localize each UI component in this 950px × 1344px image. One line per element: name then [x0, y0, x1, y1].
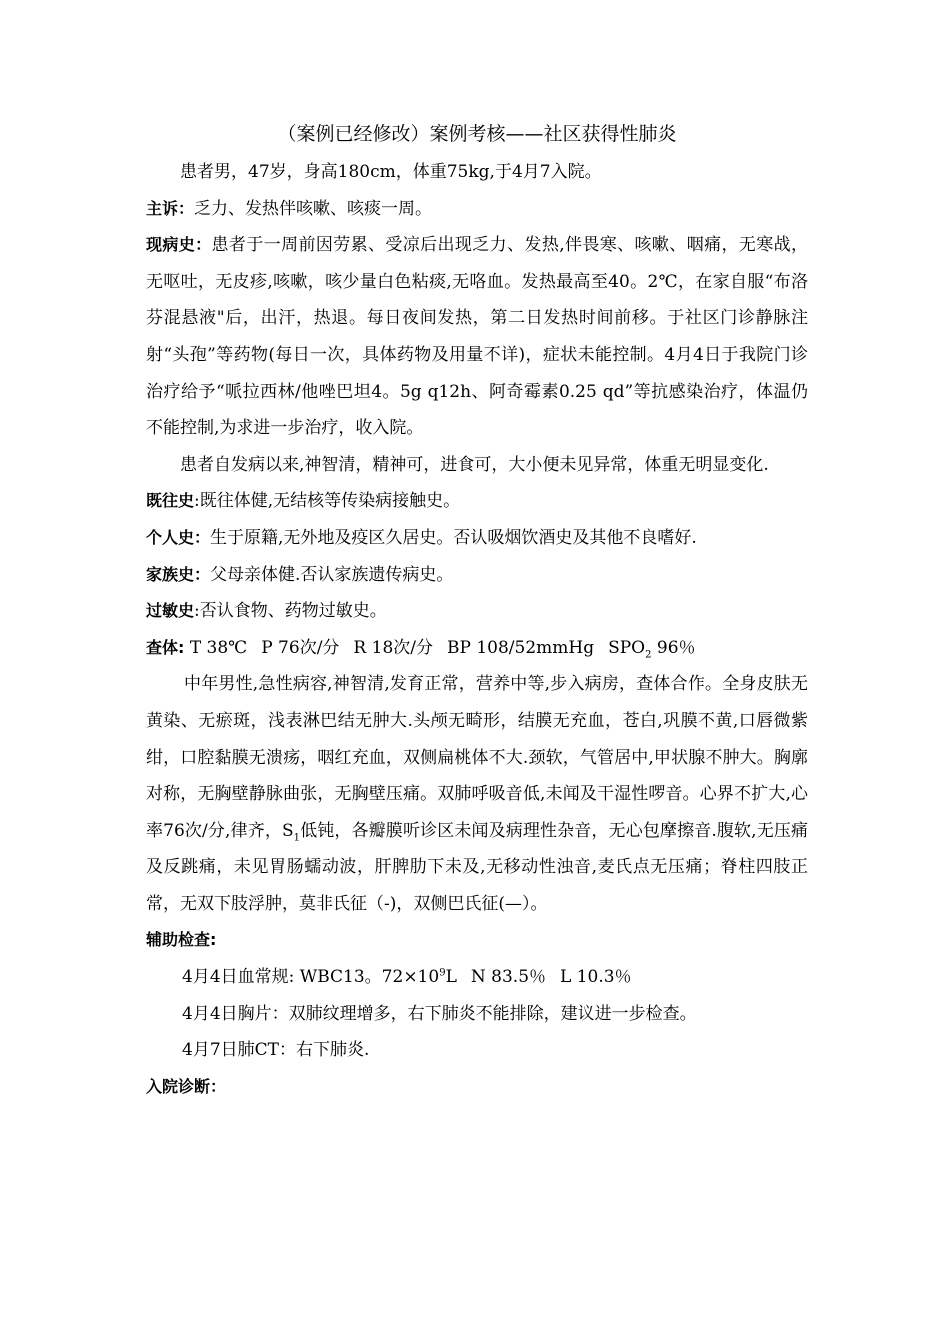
respiration: R 18次/分 — [353, 637, 433, 658]
blood-pressure: BP 108/52mmHg — [447, 637, 595, 658]
present-illness-text: 患者于一周前因劳累、受凉后出现乏力、发热,伴畏寒、咳嗽、咽痛，无寒战，无呕吐，无皮疹,咳嗽，咳少量白色粘痰,无咯血。发热最高至40。2℃，在家自服“布洛芬混悬液"后，出汗，热退。每日夜间发热，第二日发热时间前移。于社区门诊静脉注射“头孢”等药物(每日一次，具体药物及用量不详)，症状未能控制。4月4日于我院门诊治疗给予“哌拉西林/他唑巴坦4。5g q12h、阿奇霉素0.25 qd”等抗感染治疗，体温仍不能控制,为求进一步治疗，收入院。 — [146, 235, 808, 439]
physical-exam-text: 中年男性,急性病容,神智清,发育正常，营养中等,步入病房，查体合作。全身皮肤无黄染、无瘀斑，浅表淋巴结无肿大.头颅无畸形，结膜无充血，苍白,巩膜不黄,口唇微紫绀，口腔黏膜无溃疡，咽红充血，双侧扁桃体不大.颈软，气管居中,甲状腺不肿大。胸廓对称，无胸壁静脉曲张，无胸壁压痛。双肺呼吸音低,未闻及干湿性啰音。心界不扩大,心率76次/分,律齐，$S_1$低钝，各瓣膜听诊区未闻及病理性杂音，无心包摩擦音.腹软,无压痛及反跳痛，未见胃肠蠕动波，肝脾肋下未及,无移动性浊音,麦氏点无压痛；脊柱四肢正常，无双下肢浮肿，莫非氏征（-)，双侧巴氏征(—）。 — [146, 674, 808, 914]
past-history-text: :既往体健,无结核等传染病接触史。 — [194, 491, 461, 512]
chief-complaint-label: 主诉： — [146, 198, 195, 218]
aux-exam — [146, 922, 808, 959]
allergy-history-label: 过敏史 — [146, 601, 195, 621]
present-illness-general: 患者自发病以来,神智清，精神可，进食可，大小便未见异常，体重无明显变化. — [180, 454, 769, 475]
document-page — [146, 118, 808, 1105]
document-title: （案例已经修改）案例考核——社区获得性肺炎 — [277, 123, 677, 145]
physical-exam-label: 查体: — [146, 637, 185, 657]
chest-ct: 4月7日肺CT：右下肺炎. — [182, 1040, 370, 1061]
present-illness-label: 现病史： — [146, 235, 212, 255]
vital-signs — [146, 630, 808, 667]
blood-routine: 4月4日血常规: WBC13。$72\times 10^9L$ N 83.5％ L 10.3％ — [182, 967, 632, 988]
personal-history-text: 生于原籍,无外地及疫区久居史。否认吸烟饮酒史及其他不良嗜好. — [210, 527, 697, 548]
present-illness — [146, 227, 808, 447]
temperature: T 38℃ — [189, 637, 248, 658]
personal-history-label: 个人史： — [146, 527, 211, 547]
past-history — [146, 483, 808, 520]
pulse: P 76次/分 — [261, 637, 340, 658]
allergy-history — [146, 593, 808, 630]
aux-exam-label: 辅助检查: — [146, 930, 217, 950]
family-history-text: 父母亲体健.否认家族遗传病史。 — [210, 564, 454, 585]
personal-history — [146, 520, 808, 557]
spo2: $SPO_2$ 96％ — [608, 637, 696, 661]
past-history-label: 既往史 — [146, 491, 195, 511]
family-history-label: 家族史： — [146, 564, 211, 584]
family-history — [146, 557, 808, 594]
allergy-history-text: :否认食物、药物过敏史。 — [194, 601, 387, 622]
chief-complaint-text: 乏力、发热伴咳嗽、咳痰一周。 — [194, 198, 433, 219]
chief-complaint — [146, 191, 808, 228]
chest-film: 4月4日胸片：双肺纹理增多，右下肺炎不能排除，建议进一步检查。 — [182, 1003, 697, 1024]
admission-diagnosis — [146, 1069, 808, 1106]
patient-intro: 患者男，47岁，身高180cm，体重75kg,于4月7入院。 — [180, 162, 602, 182]
admission-diagnosis-label: 入院诊断： — [146, 1076, 227, 1096]
